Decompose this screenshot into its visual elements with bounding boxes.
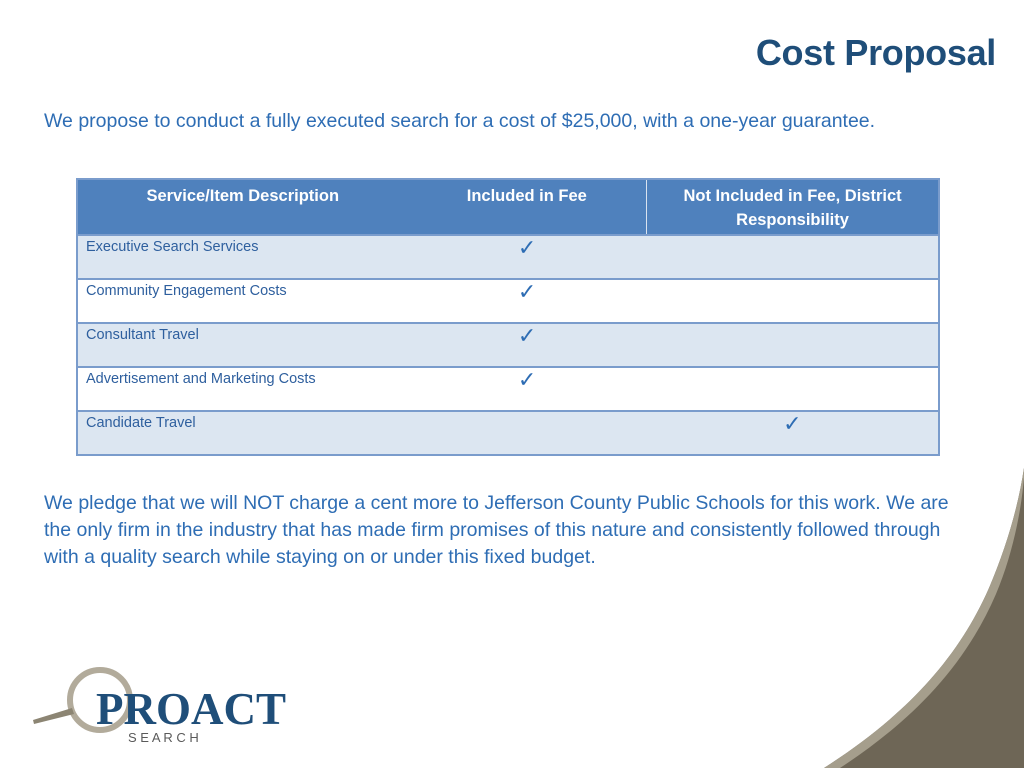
header-included: Included in Fee: [408, 179, 647, 235]
magnifier-handle-icon: [33, 708, 74, 724]
check-icon: ✓: [408, 367, 647, 411]
row-item: Candidate Travel: [77, 411, 408, 455]
cost-table: [76, 178, 940, 456]
check-icon: ✓: [647, 411, 939, 455]
table-row: [77, 323, 939, 367]
row-item: Consultant Travel: [77, 323, 408, 367]
row-not-included: [647, 323, 939, 367]
slide-title: Cost Proposal: [755, 32, 996, 73]
intro-text: We propose to conduct a fully executed search for a cost of $25,000, with a one-year guarantee.: [44, 110, 876, 132]
row-not-included: [647, 367, 939, 411]
pledge-text: We pledge that we will NOT charge a cent more to Jefferson County Public Schools for this work. We are the only firm in the industry that has made firm promises of this nature and consistently followed through with a quality search while staying on or under this fixed budget.: [44, 492, 949, 568]
row-item: Advertisement and Marketing Costs: [77, 367, 408, 411]
row-included: [408, 411, 647, 455]
check-icon: ✓: [408, 235, 647, 279]
table-row: [77, 279, 939, 323]
logo-tagline: S E A R C H: [128, 730, 199, 745]
row-item: Community Engagement Costs: [77, 279, 408, 323]
logo-wordmark: PROACT: [96, 684, 286, 734]
header-description: Service/Item Description: [77, 179, 408, 235]
header-not-included: Not Included in Fee, District Responsibility: [647, 179, 939, 235]
table-row: [77, 235, 939, 279]
proact-logo: [28, 662, 288, 752]
table-row: [77, 367, 939, 411]
decorative-swoosh: [824, 468, 1024, 768]
check-icon: ✓: [408, 323, 647, 367]
check-icon: ✓: [408, 279, 647, 323]
row-not-included: [647, 279, 939, 323]
row-item: Executive Search Services: [77, 235, 408, 279]
row-not-included: [647, 235, 939, 279]
table-header-row: [77, 179, 939, 235]
table-row: [77, 411, 939, 455]
